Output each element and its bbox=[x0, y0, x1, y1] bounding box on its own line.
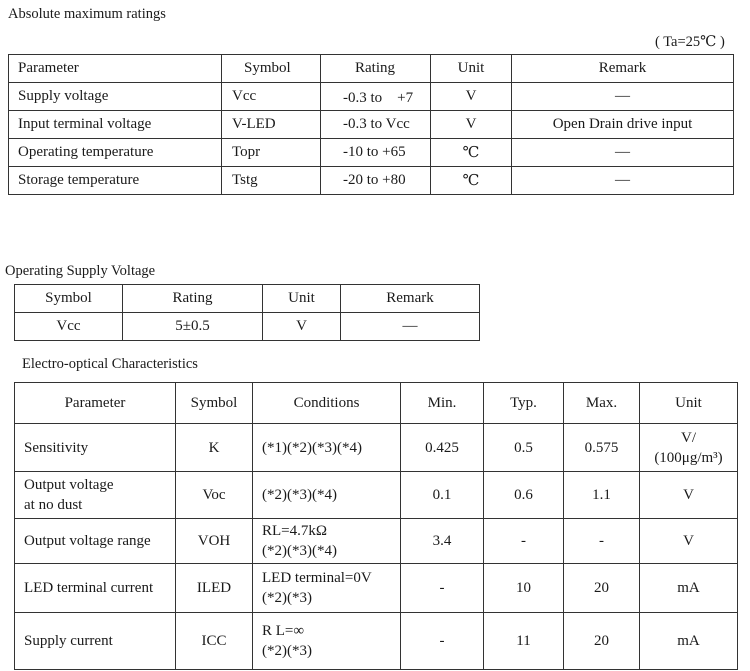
cell-unit-line: V bbox=[683, 533, 694, 549]
header-symbol: Symbol bbox=[222, 55, 321, 83]
cell-parameter bbox=[15, 424, 176, 472]
amr-condition: ( Ta=25℃ ) bbox=[655, 34, 725, 50]
cell-typ: 0.5 bbox=[484, 424, 564, 472]
cell-typ: 10 bbox=[484, 564, 564, 613]
cell-remark: — bbox=[512, 139, 734, 167]
cell-symbol: Voc bbox=[176, 472, 253, 519]
cell-conditions-line: RL=4.7kΩ bbox=[262, 523, 328, 539]
cell-remark: — bbox=[512, 83, 734, 111]
cell-unit-line: mA bbox=[677, 580, 700, 596]
cell-unit-line: (100μg/m³) bbox=[654, 449, 723, 466]
cell-rating: -10 to +65 bbox=[321, 139, 431, 167]
table-row bbox=[9, 83, 734, 111]
cell-max: 20 bbox=[564, 613, 640, 670]
cell-min: - bbox=[401, 613, 484, 670]
cell-symbol: ILED bbox=[176, 564, 253, 613]
cell-max: 20 bbox=[564, 564, 640, 613]
header-remark: Remark bbox=[341, 285, 480, 313]
cell-min: - bbox=[401, 564, 484, 613]
header-unit: Unit bbox=[263, 285, 341, 313]
cell-conditions bbox=[253, 424, 401, 472]
cell-typ: - bbox=[484, 519, 564, 564]
cell-unit bbox=[640, 424, 738, 472]
cell-symbol: ICC bbox=[176, 613, 253, 670]
cell-unit bbox=[640, 472, 738, 519]
cell-remark: — bbox=[341, 313, 480, 341]
header-rating: Rating bbox=[123, 285, 263, 313]
electro-optical-characteristics-table bbox=[14, 382, 738, 670]
cell-max: 0.575 bbox=[564, 424, 640, 472]
cell-max: 1.1 bbox=[564, 472, 640, 519]
cell-parameter bbox=[15, 564, 176, 613]
cell-parameter bbox=[15, 472, 176, 519]
cell-symbol: V-LED bbox=[222, 111, 321, 139]
table-header-row bbox=[9, 55, 734, 83]
cell-conditions-line: (*2)(*3) bbox=[262, 590, 312, 606]
table-header-row bbox=[15, 383, 738, 424]
header-symbol: Symbol bbox=[15, 285, 123, 313]
table-row bbox=[15, 564, 738, 613]
table-row bbox=[15, 519, 738, 564]
cell-conditions bbox=[253, 472, 401, 519]
cell-parameter bbox=[15, 519, 176, 564]
absolute-maximum-ratings-table bbox=[8, 54, 734, 195]
cell-unit bbox=[640, 519, 738, 564]
table-row bbox=[9, 139, 734, 167]
cell-parameter-line: Supply current bbox=[24, 633, 113, 649]
cell-max: - bbox=[564, 519, 640, 564]
cell-parameter-line: Sensitivity bbox=[24, 439, 89, 456]
amr-title: Absolute maximum ratings bbox=[8, 6, 166, 22]
header-min: Min. bbox=[401, 383, 484, 424]
cell-parameter-line: LED terminal current bbox=[24, 580, 154, 596]
cell-parameter-line: Output voltage bbox=[24, 477, 114, 493]
cell-unit bbox=[640, 613, 738, 670]
cell-min: 0.425 bbox=[401, 424, 484, 472]
cell-unit bbox=[640, 564, 738, 613]
cell-min: 0.1 bbox=[401, 472, 484, 519]
cell-conditions bbox=[253, 519, 401, 564]
operating-supply-voltage-table bbox=[14, 284, 480, 341]
header-parameter: Parameter bbox=[15, 383, 176, 424]
cell-parameter-line: at no dust bbox=[24, 497, 83, 513]
cell-remark: Open Drain drive input bbox=[512, 111, 734, 139]
osv-title: Operating Supply Voltage bbox=[5, 263, 156, 279]
cell-typ: 0.6 bbox=[484, 472, 564, 519]
table-row bbox=[15, 424, 738, 472]
table-header-row bbox=[15, 285, 480, 313]
table-row bbox=[15, 313, 480, 341]
cell-unit: V bbox=[263, 313, 341, 341]
cell-conditions-line: LED terminal=0V bbox=[262, 570, 372, 586]
cell-unit-line: mA bbox=[677, 633, 700, 649]
cell-min: 3.4 bbox=[401, 519, 484, 564]
header-rating: Rating bbox=[321, 55, 431, 83]
cell-conditions-line: (*1)(*2)(*3)(*4) bbox=[262, 439, 362, 456]
table-row bbox=[9, 167, 734, 195]
header-conditions: Conditions bbox=[253, 383, 401, 424]
header-max: Max. bbox=[564, 383, 640, 424]
cell-symbol: Vcc bbox=[222, 83, 321, 111]
cell-symbol: Topr bbox=[222, 139, 321, 167]
cell-rating: -0.3 to +7 bbox=[321, 83, 431, 111]
cell-typ: 11 bbox=[484, 613, 564, 670]
cell-conditions bbox=[253, 564, 401, 613]
cell-unit-line: V/ bbox=[681, 429, 696, 446]
cell-rating: -0.3 to Vcc bbox=[321, 111, 431, 139]
cell-symbol: K bbox=[176, 424, 253, 472]
cell-conditions-line: (*2)(*3)(*4) bbox=[262, 487, 337, 503]
cell-conditions-line: (*2)(*3)(*4) bbox=[262, 543, 337, 559]
cell-conditions-line: (*2)(*3) bbox=[262, 643, 312, 659]
cell-rating: 5±0.5 bbox=[123, 313, 263, 341]
header-unit: Unit bbox=[640, 383, 738, 424]
header-parameter: Parameter bbox=[9, 55, 222, 83]
cell-conditions bbox=[253, 613, 401, 670]
cell-unit: V bbox=[431, 111, 512, 139]
cell-unit: ℃ bbox=[431, 139, 512, 167]
header-remark: Remark bbox=[512, 55, 734, 83]
cell-parameter-line: Output voltage range bbox=[24, 533, 151, 549]
cell-remark: — bbox=[512, 167, 734, 195]
header-unit: Unit bbox=[431, 55, 512, 83]
cell-parameter: Supply voltage bbox=[9, 83, 222, 111]
cell-parameter bbox=[15, 613, 176, 670]
cell-parameter: Operating temperature bbox=[9, 139, 222, 167]
cell-symbol: Tstg bbox=[222, 167, 321, 195]
header-symbol: Symbol bbox=[176, 383, 253, 424]
cell-unit-line: V bbox=[683, 487, 694, 503]
cell-rating: -20 to +80 bbox=[321, 167, 431, 195]
table-row bbox=[9, 111, 734, 139]
cell-unit: V bbox=[431, 83, 512, 111]
table-row bbox=[15, 472, 738, 519]
table-row bbox=[15, 613, 738, 670]
cell-symbol: Vcc bbox=[15, 313, 123, 341]
cell-parameter: Storage temperature bbox=[9, 167, 222, 195]
cell-symbol: VOH bbox=[176, 519, 253, 564]
cell-parameter: Input terminal voltage bbox=[9, 111, 222, 139]
cell-conditions-line: R L=∞ bbox=[262, 623, 305, 639]
eoc-title: Electro-optical Characteristics bbox=[22, 356, 198, 372]
header-typ: Typ. bbox=[484, 383, 564, 424]
cell-unit: ℃ bbox=[431, 167, 512, 195]
